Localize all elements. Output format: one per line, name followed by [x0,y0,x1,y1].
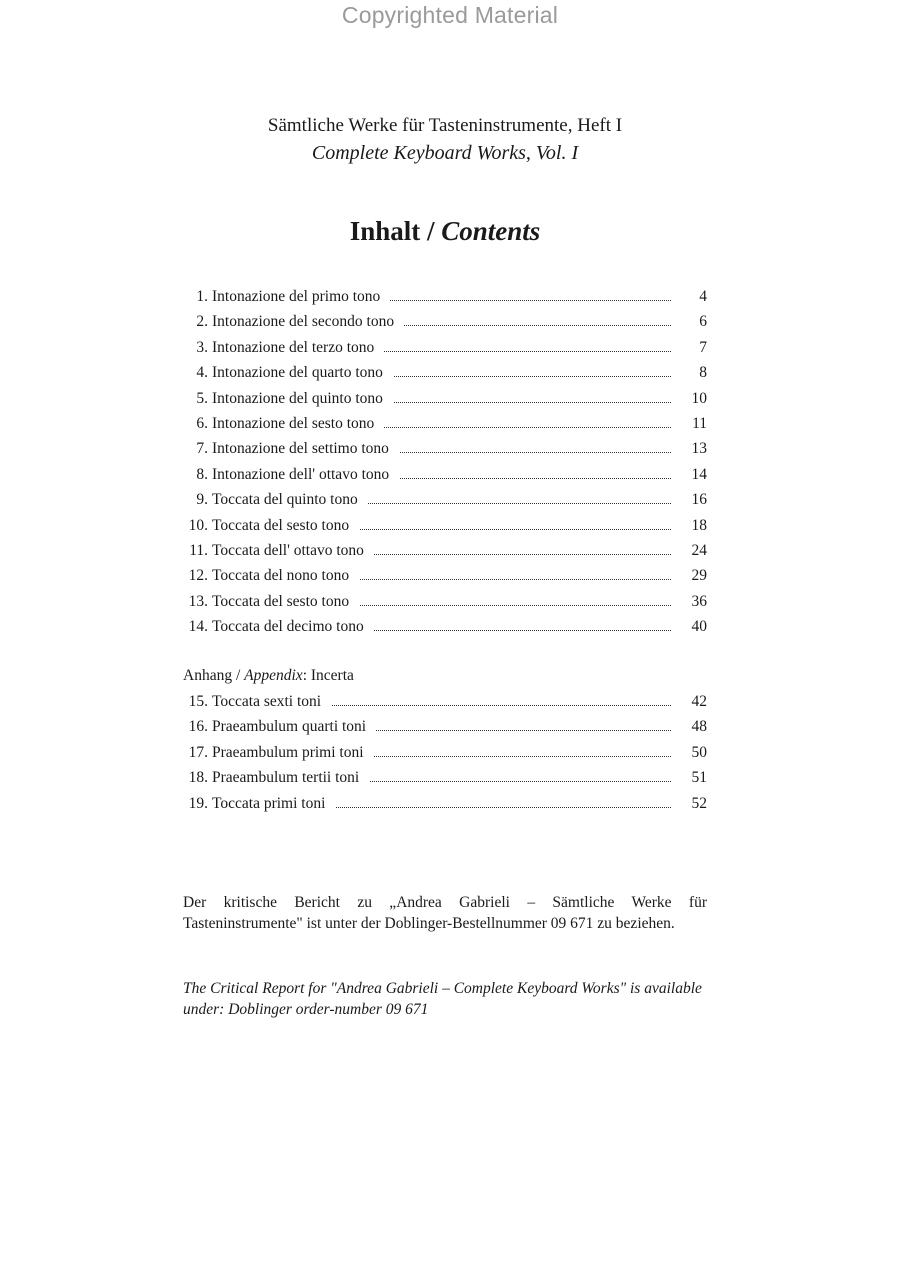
toc-entry-number: 16. [188,718,208,736]
toc-entry [183,765,707,790]
toc-entry-number: 5. [196,389,208,407]
table-of-contents [183,284,707,639]
toc-entry [183,411,707,436]
toc-entry-page: 18 [691,516,707,534]
toc-entry [183,538,707,563]
toc-entry-page: 8 [699,364,707,382]
appendix-heading [183,664,354,688]
toc-entry-title: Praeambulum tertii toni [212,765,369,790]
toc-entry-number: 18. [188,769,208,787]
toc-entry [183,614,707,639]
toc-entry-title: Toccata primi toni [212,791,335,816]
appendix-label-english: Appendix [244,667,303,684]
toc-entry-number: 13. [188,592,208,610]
toc-entry-number: 2. [196,313,208,331]
toc-entry-title: Toccata del sesto tono [212,589,359,614]
toc-entry [183,284,707,309]
toc-entry [183,386,707,411]
toc-entry-number: 14. [188,618,208,636]
toc-entry-number: 15. [188,693,208,710]
toc-entry-page: 6 [699,313,707,331]
toc-entry-number: 7. [196,440,208,458]
critical-report-note-english: The Critical Report for "Andrea Gabrieli – Complete Keyboard Works" is available under: Doblinger order-number 09 671 [183,979,702,1018]
volume-title-german: Sämtliche Werke für Tasteninstrumente, Heft I [267,115,623,136]
toc-entry-title: Intonazione del quarto tono [212,360,393,385]
toc-entry-number: 4. [196,364,208,382]
toc-entry-number: 9. [196,491,208,509]
toc-entry-number: 17. [188,743,208,761]
toc-entry-title: Praeambulum quarti toni [212,714,376,739]
toc-entry-title: Praeambulum primi toni [212,740,374,765]
toc-entry [183,513,707,538]
toc-entry-number: 10. [188,516,208,534]
toc-entry-title: Intonazione del settimo tono [212,436,399,461]
toc-entry-title: Toccata del sesto tono [212,513,359,538]
toc-entry-number: 19. [188,794,208,812]
toc-entry [183,563,707,588]
toc-entry-number: 1. [196,288,208,305]
appendix-contents [183,689,707,816]
toc-entry-page: 24 [691,541,707,559]
copyright-watermark: Copyrighted Material [341,2,559,28]
contents-title-german: Inhalt / [349,216,435,246]
toc-entry-number: 11. [189,541,208,559]
toc-entry-page: 50 [691,743,707,761]
toc-entry-title: Intonazione del primo tono [212,284,390,309]
toc-entry-number: 12. [188,567,208,585]
toc-entry-page: 48 [691,718,707,736]
toc-entry [183,360,707,385]
toc-entry-title: Intonazione del terzo tono [212,335,384,360]
toc-entry [183,791,707,816]
toc-entry-page: 16 [691,491,707,509]
volume-title-english: Complete Keyboard Works, Vol. I [311,142,579,164]
toc-entry-page: 36 [691,592,707,610]
toc-entry-title: Toccata del quinto tono [212,487,368,512]
contents-title-english: Contents [441,216,541,246]
toc-entry-page: 51 [691,769,707,787]
toc-entry [183,487,707,512]
toc-entry [183,335,707,360]
toc-entry-title: Toccata dell' ottavo tono [212,538,374,563]
toc-entry [183,436,707,461]
toc-entry-title: Toccata del decimo tono [212,614,374,639]
toc-entry [183,589,707,614]
critical-report-note-german: Der kritische Bericht zu „Andrea Gabrieli – Sämtliche Werke für Tasteninstrumente" ist unter der Doblinger-Bestellnummer 09 671 zu beziehen. [183,893,707,932]
toc-entry [183,309,707,334]
toc-entry-page: 10 [691,389,707,407]
toc-entry-page: 29 [691,567,707,585]
appendix-label-german: Anhang / [183,667,241,684]
toc-entry [183,689,707,714]
toc-entry-title: Intonazione del secondo tono [212,309,404,334]
toc-entry-page: 4 [699,288,707,305]
toc-entry-page: 42 [691,693,707,710]
toc-entry-page: 7 [699,338,707,356]
toc-entry-title: Toccata sexti toni [212,689,331,714]
toc-entry-number: 8. [196,465,208,483]
toc-entry-title: Intonazione del quinto tono [212,386,393,411]
toc-entry [183,714,707,739]
toc-entry-page: 11 [692,414,707,432]
toc-entry [183,740,707,765]
toc-entry-page: 52 [691,794,707,812]
toc-entry-title: Intonazione del sesto tono [212,411,384,436]
toc-entry-page: 14 [691,465,707,483]
toc-entry-title: Toccata del nono tono [212,563,359,588]
toc-entry-title: Intonazione dell' ottavo tono [212,462,399,487]
toc-entry-number: 6. [196,414,208,432]
toc-entry-page: 13 [691,440,707,458]
contents-title [0,213,890,249]
toc-entry-number: 3. [196,338,208,356]
toc-entry-page: 40 [691,618,707,636]
appendix-label-suffix: : Incerta [302,667,354,684]
toc-entry [183,462,707,487]
